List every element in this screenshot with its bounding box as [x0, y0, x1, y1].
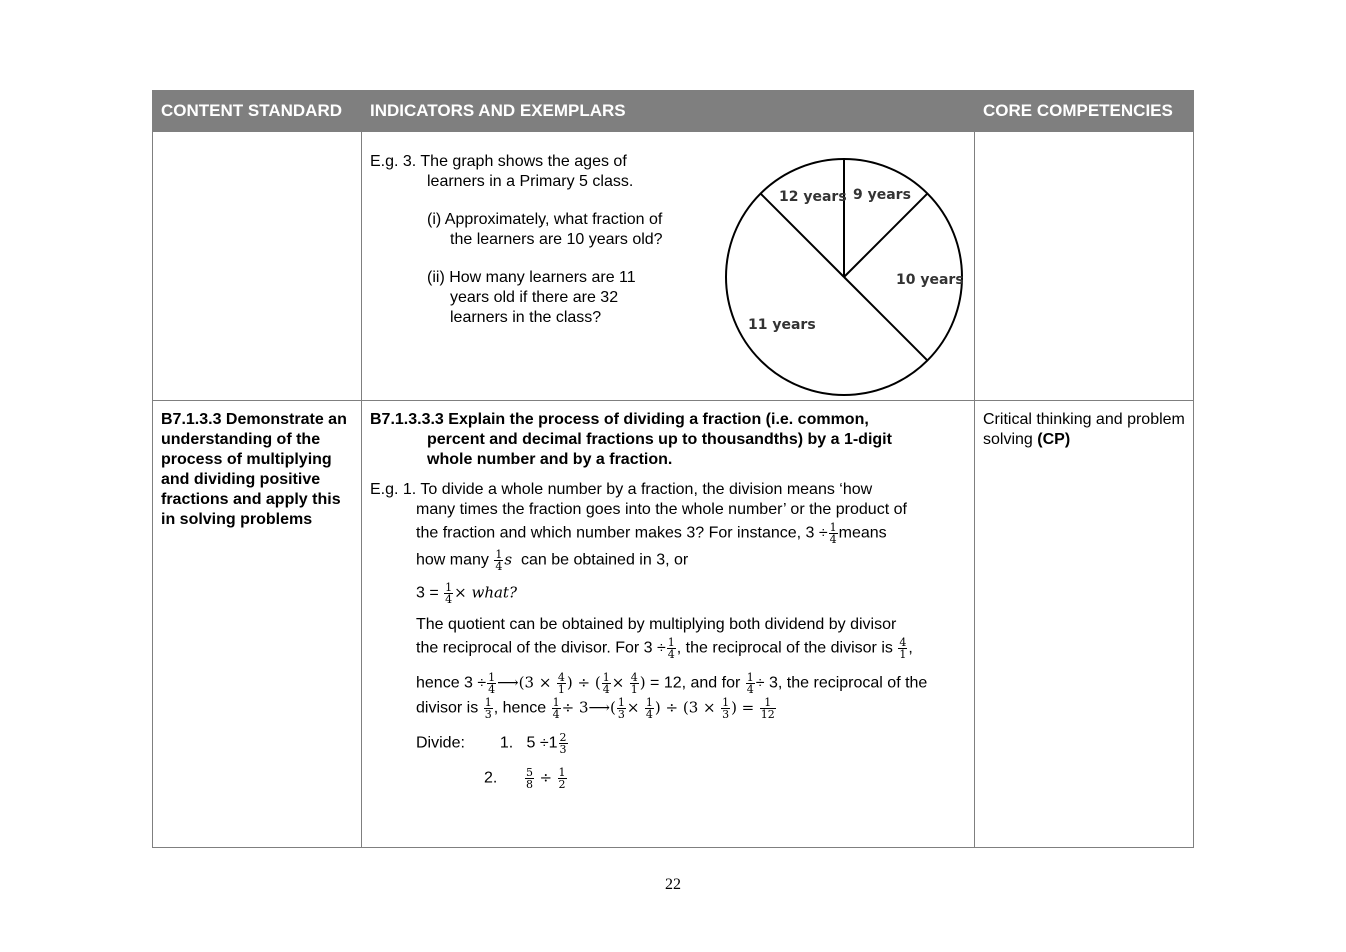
divide-item-1: Divide: 1. 5 ÷1 $\frac{2}{3}$: [416, 731, 567, 756]
table-row: [153, 132, 1194, 401]
question-1-line1: (i) Approximately, what fraction of: [427, 211, 663, 228]
indicator-line1: B7.1.3.3.3 Explain the process of dividing a fraction (i.e. common,: [370, 411, 869, 428]
example-1-line4: how many $\frac{1}{4}$ s can be obtained in 3, or: [416, 548, 689, 573]
example-3-line1: E.g. 3. The graph shows the ages of: [370, 153, 627, 170]
pie-label-11-years: 11 years: [748, 317, 816, 333]
quotient-line2: the reciprocal of the divisor. For 3 ÷ $\frac{1}{4}$ , the reciprocal of the divisor is $\frac{4}{1}$ ,: [416, 636, 913, 661]
divide-item-2: 2. $\frac{5}{8}$ ÷ $\frac{1}{2}$: [484, 766, 566, 791]
header-row: [153, 91, 1194, 132]
indicators-cell: [362, 401, 975, 848]
pie-divider-9-10: [844, 194, 927, 277]
pie-divider-11-12: [761, 194, 844, 277]
core-competency-code: (CP): [1037, 431, 1071, 448]
curriculum-table: [152, 90, 1194, 848]
pie-label-9-years: 9 years: [853, 187, 911, 203]
header-content-standard: CONTENT STANDARD: [153, 91, 362, 132]
pie-label-12-years: 12 years: [779, 189, 847, 205]
content-standard-cell-empty: [153, 132, 362, 401]
example-1-line3: the fraction and which number makes 3? For instance, 3 ÷ $\frac{1}{4}$ means: [416, 521, 887, 546]
hence-line1: hence 3 ÷ $\frac{1}{4}$ ⟶(3 × $\frac{4}{1}$ ) ÷ ( $\frac{1}{4}$ × $\frac{4}{1}$ ) = 12, and for $\frac{1}{4}$ ÷ 3, the reciprocal of the: [416, 671, 928, 696]
core-competency-cell: [975, 401, 1194, 848]
indicator-line2: percent and decimal fractions up to thousandths) by a 1-digit: [427, 431, 892, 448]
table-row: [153, 401, 1194, 848]
pie-divider-10-11: [844, 277, 927, 360]
quotient-line1: The quotient can be obtained by multiplying both dividend by divisor: [416, 616, 897, 633]
core-competency-text: Critical thinking and problem solving: [983, 411, 1185, 448]
equation-line: 3 = $\frac{1}{4}$ × what?: [416, 581, 517, 606]
content-standard-cell: [153, 401, 362, 848]
content-standard-text: B7.1.3.3 Demonstrate an understanding of the process of multiplying and dividing positive fractions and apply this in solving problems: [161, 411, 347, 528]
core-competency-cell-empty: [975, 132, 1194, 401]
question-2-line3: learners in the class?: [450, 309, 602, 326]
hence-line2: divisor is $\frac{1}{3}$ , hence $\frac{1}{4}$ ÷ 3⟶( $\frac{1}{3}$ × $\frac{1}{4}$ ) ÷ (3 × $\frac{1}{3}$ ) = $\frac{1}{12}$: [416, 696, 775, 721]
header-core-competencies: CORE COMPETENCIES: [975, 91, 1194, 132]
pie-label-10-years: 10 years: [896, 272, 964, 288]
question-2-line2: years old if there are 32: [450, 289, 619, 306]
example-3-line2: learners in a Primary 5 class.: [427, 173, 634, 190]
question-2-line1: (ii) How many learners are 11: [427, 269, 636, 286]
indicators-cell: [362, 132, 975, 401]
page-number: 22: [665, 876, 681, 893]
indicator-line3: whole number and by a fraction.: [427, 451, 673, 468]
example-1-line2: many times the fraction goes into the whole number’ or the product of: [416, 501, 907, 518]
question-1-line2: the learners are 10 years old?: [450, 231, 663, 248]
example-1-line1: E.g. 1. To divide a whole number by a fraction, the division means ‘how: [370, 481, 873, 498]
header-indicators: INDICATORS AND EXEMPLARS: [362, 91, 975, 132]
ages-pie-chart: [725, 154, 965, 404]
